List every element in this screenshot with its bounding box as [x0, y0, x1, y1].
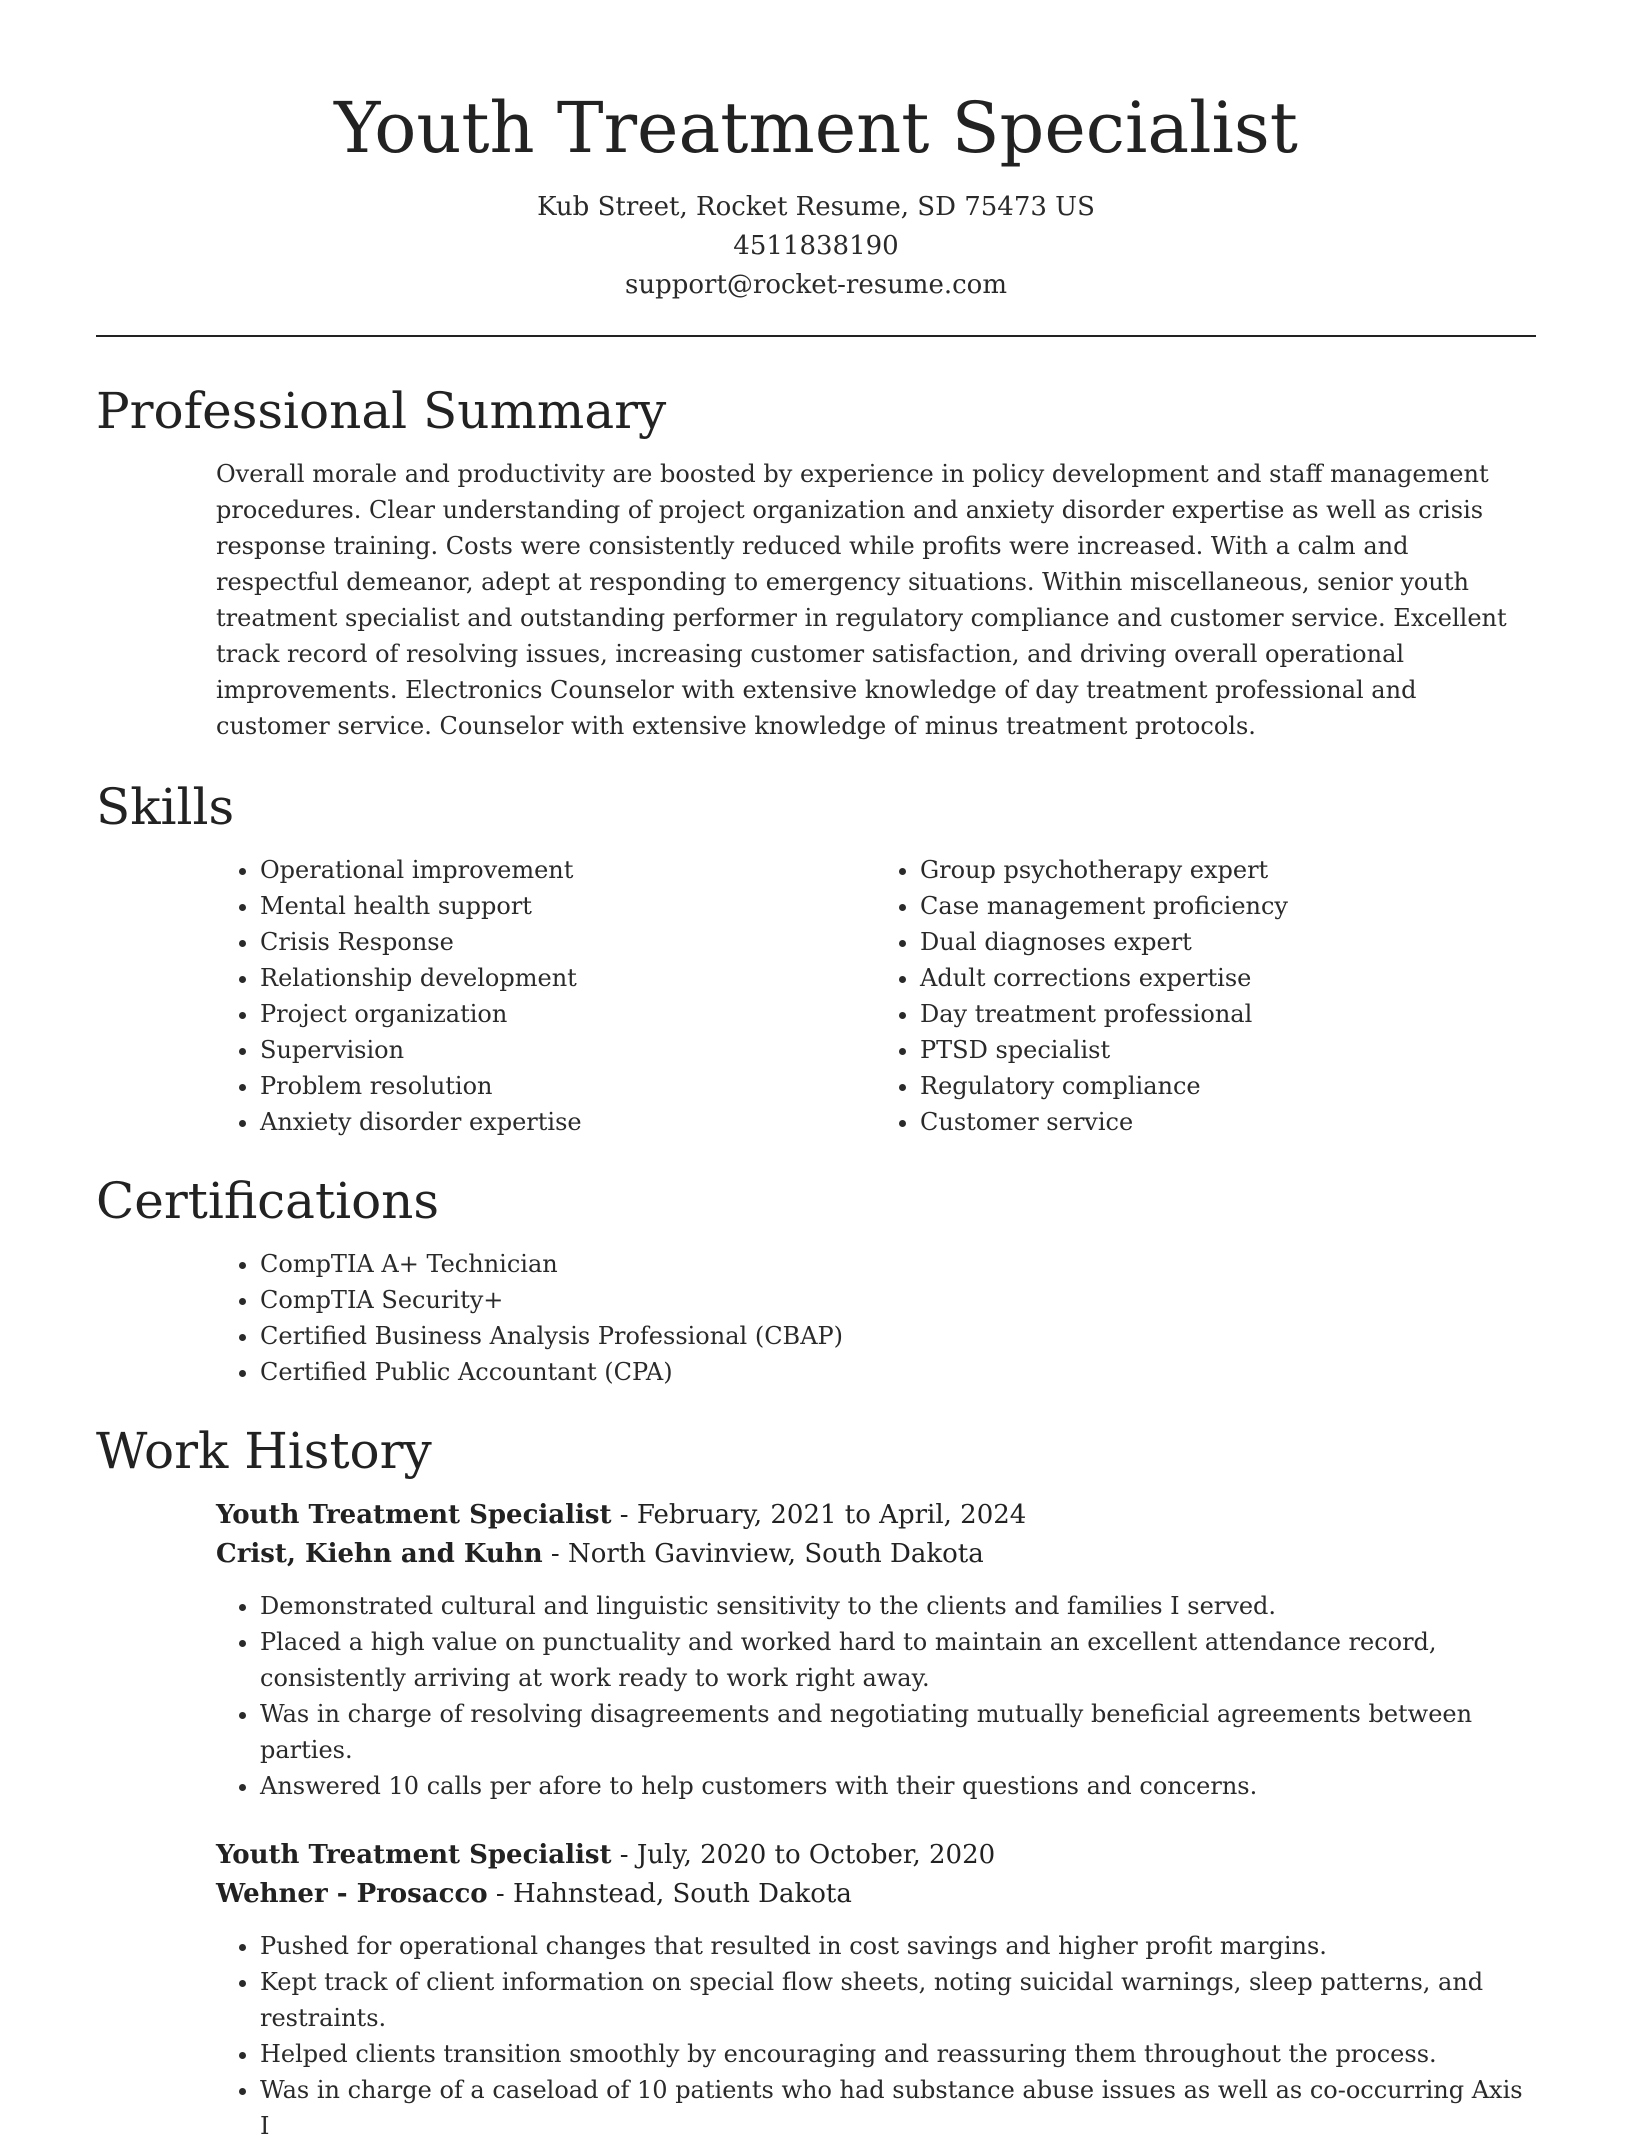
skills-columns — [216, 852, 1536, 1140]
list-item: • Mental health support — [260, 888, 876, 924]
list-item: • Customer service — [920, 1104, 1536, 1140]
header-divider — [96, 335, 1536, 337]
job-title-line — [216, 1836, 1536, 1875]
list-item: • Dual diagnoses expert — [920, 924, 1536, 960]
list-item: • Certified Business Analysis Professional (CBAP) — [260, 1318, 1536, 1354]
list-item: • PTSD specialist — [920, 1032, 1536, 1068]
list-item: • Helped clients transition smoothly by encouraging and reassuring them throughout the process. — [260, 2036, 1536, 2072]
job-bullets — [216, 1588, 1536, 1804]
list-item: • Group psychotherapy expert — [920, 852, 1536, 888]
list-item: • Operational improvement — [260, 852, 876, 888]
summary-section — [96, 378, 1536, 744]
job-company: Wehner - Prosacco — [216, 1879, 488, 1909]
job-title-line — [216, 1496, 1536, 1535]
job-company-line — [216, 1875, 1536, 1914]
job-location: - Hahnstead, South Dakota — [487, 1879, 852, 1909]
certifications-title: Certifications — [96, 1172, 440, 1230]
job-location: - North Gavinview, South Dakota — [542, 1539, 984, 1569]
contact-address: Kub Street, Rocket Resume, SD 75473 US — [537, 192, 1095, 222]
certifications-list — [216, 1246, 1536, 1390]
list-item: • Anxiety disorder expertise — [260, 1104, 876, 1140]
job-company-line — [216, 1535, 1536, 1574]
list-item: • Kept track of client information on special flow sheets, noting suicidal warnings, sleep patterns, and restraints. — [260, 1964, 1536, 2036]
list-item: • Day treatment professional — [920, 996, 1536, 1032]
skills-title: Skills — [96, 778, 235, 836]
job-title: Youth Treatment Specialist — [216, 1840, 612, 1870]
resume-header — [96, 0, 1536, 337]
resume-page — [96, 0, 1536, 2140]
list-item: • Case management proficiency — [920, 888, 1536, 924]
job-company: Crist, Kiehn and Kuhn — [216, 1539, 543, 1569]
contact-email: support@rocket-resume.com — [624, 270, 1007, 300]
list-item: • Adult corrections expertise — [920, 960, 1536, 996]
contact-phone: 4511838190 — [733, 231, 899, 261]
list-item: • Regulatory compliance — [920, 1068, 1536, 1104]
work-history-title: Work History — [96, 1422, 432, 1480]
candidate-name: Youth Treatment Specialist — [334, 87, 1298, 169]
skills-list-left — [216, 852, 876, 1140]
list-item: • Supervision — [260, 1032, 876, 1068]
list-item: • Project organization — [260, 996, 876, 1032]
list-item: • Answered 10 calls per afore to help customers with their questions and concerns. — [260, 1768, 1536, 1804]
list-item: • Was in charge of resolving disagreements and negotiating mutually beneficial agreements between parties. — [260, 1696, 1536, 1768]
list-item: • Problem resolution — [260, 1068, 876, 1104]
list-item: • CompTIA A+ Technician — [260, 1246, 1536, 1282]
list-item: • Relationship development — [260, 960, 876, 996]
job-entry — [216, 1496, 1536, 1804]
contact-info — [96, 188, 1536, 305]
job-entry — [216, 1836, 1536, 2144]
skills-list-right — [876, 852, 1536, 1140]
job-title: Youth Treatment Specialist — [216, 1500, 612, 1530]
list-item: • Crisis Response — [260, 924, 876, 960]
list-item: • CompTIA Security+ — [260, 1282, 1536, 1318]
summary-text: Overall morale and productivity are boosted by experience in policy development and staff management procedures. Clear understanding of project organization and anxiety disorder expertise as well as crisis response training. Costs were consistently reduced while profits were increased. With a calm and respectful demeanor, adept at responding to emergency situations. Within miscellaneous, senior youth treatment specialist and outstanding performer in regulatory compliance and customer service. Excellent track record of resolving issues, increasing customer satisfaction, and driving overall operational improvements. Electronics Counselor with extensive knowledge of day treatment professional and customer service. Counselor with extensive knowledge of minus treatment protocols. — [216, 460, 1507, 740]
list-item: • Certified Public Accountant (CPA) — [260, 1354, 1536, 1390]
work-history-section — [96, 1418, 1536, 2144]
list-item: • Pushed for operational changes that resulted in cost savings and higher profit margins. — [260, 1928, 1536, 1964]
list-item: • Placed a high value on punctuality and worked hard to maintain an excellent attendance record, consistently arriving at work ready to work right away. — [260, 1624, 1536, 1696]
skills-section — [96, 774, 1536, 1140]
certifications-section — [96, 1168, 1536, 1390]
job-dates: - February, 2021 to April, 2024 — [611, 1500, 1027, 1530]
summary-title: Professional Summary — [96, 382, 667, 440]
job-dates: - July, 2020 to October, 2020 — [611, 1840, 996, 1870]
list-item: • Was in charge of a caseload of 10 patients who had substance abuse issues as well as co-occurring Axis I — [260, 2072, 1536, 2144]
list-item: • Demonstrated cultural and linguistic sensitivity to the clients and families I served. — [260, 1588, 1536, 1624]
